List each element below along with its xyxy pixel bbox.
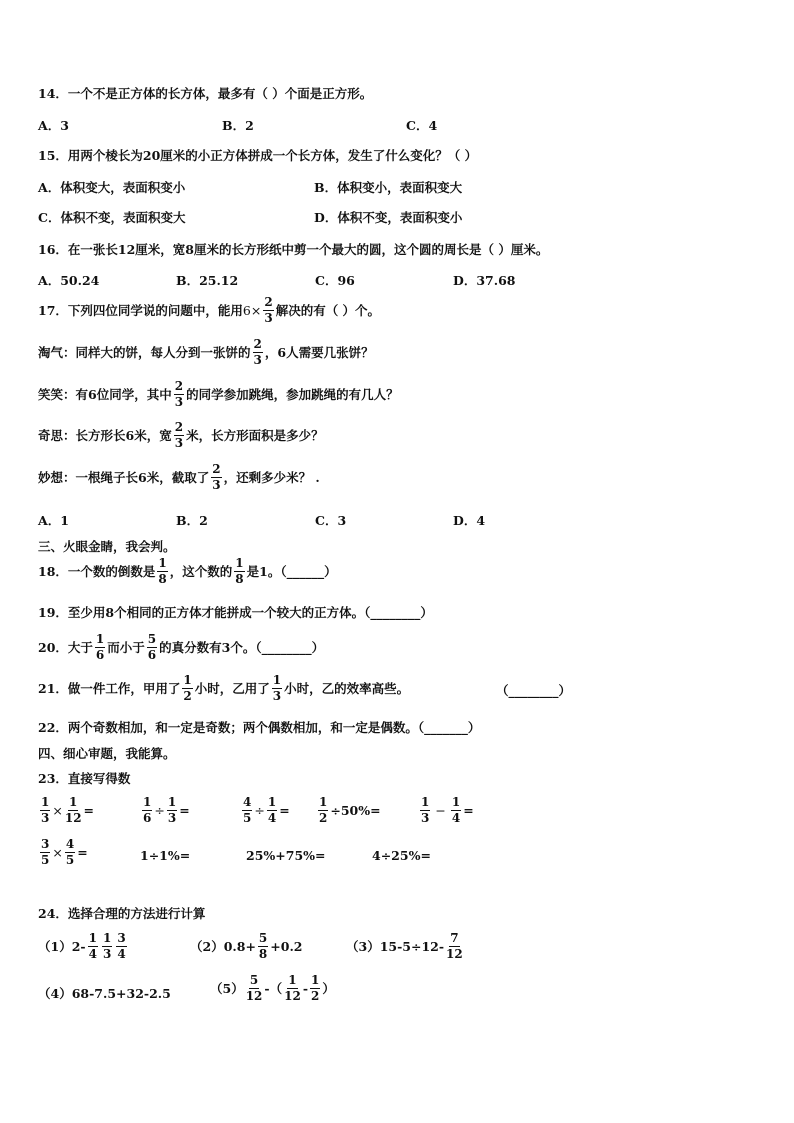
q19-text-with-blank[interactable]: 19．至少用8个相同的正方体才能拼成一个较大的正方体。（________）	[38, 605, 433, 620]
section-3-title-text: 三、火眼金睛，我会判。	[38, 539, 176, 554]
q23-title-text: 23．直接写得数	[38, 771, 131, 786]
q23-expr-1[interactable]: $\frac{1}{3}$ × $\frac{1}{12}$ =	[41, 795, 95, 825]
q23-expr-6[interactable]: $\frac{3}{5}$ × $\frac{4}{5}$ =	[41, 837, 88, 867]
q24-title	[38, 904, 205, 922]
q15-option-c[interactable]: C．体积不变，表面积变大	[38, 210, 186, 225]
q17-s4-part2: ，还剩多少米？ .	[223, 470, 320, 486]
fraction-two-thirds: $\frac{2}{3}$	[174, 379, 184, 409]
fraction-two-thirds: $\frac{2}{3}$	[174, 420, 184, 450]
q17-s1-part1: 淘气：同样大的饼，每人分到一张饼的	[38, 345, 251, 361]
q19	[38, 603, 433, 621]
fraction-two-thirds: $\frac{2}{3}$	[212, 462, 221, 492]
q23-expr-5[interactable]: $\frac{1}{3}$ − $\frac{1}{4}$ =	[421, 795, 474, 825]
q17-stem-part1: 17．下列四位同学说的问题中，能用	[38, 303, 243, 319]
q14-stem-text: 14．一个不是正方体的长方体，最多有（ ）个面是正方形。	[38, 86, 373, 101]
q16-option-a[interactable]: A．50.24	[38, 273, 100, 288]
q17-stem	[38, 296, 380, 324]
q17-s4-part1: 妙想：一根绳子长6米，截取了	[38, 470, 210, 486]
section-4-title-text: 四、细心审题，我能算。	[38, 746, 176, 761]
q16-stem-text: 16．在一张长12厘米，宽8厘米的长方形纸中剪一个最大的圆，这个圆的周长是（ ）厘米。	[38, 242, 549, 257]
fraction-one-eighth: $\frac{1}{8}$	[235, 556, 244, 586]
q18-part1: 18．一个数的倒数是	[38, 564, 156, 580]
q15-stem	[38, 146, 477, 164]
section-4-title	[38, 744, 176, 762]
q14-stem	[38, 84, 372, 102]
q23-expr-3[interactable]: $\frac{4}{5}$ ÷ $\frac{1}{4}$ =	[243, 795, 290, 825]
q14-option-c[interactable]: C．4	[406, 118, 438, 133]
q23-title	[38, 769, 130, 787]
q24-problem-4[interactable]: （4）68-7.5+32-2.5	[38, 986, 171, 1001]
q17-s3-part1: 奇思：长方形长6米，宽	[38, 428, 172, 444]
q17-statement-1	[38, 338, 374, 366]
fraction-two-thirds: $\frac{2}{3}$	[264, 295, 273, 325]
q23-expr-9[interactable]: 4÷25%=	[372, 848, 431, 863]
q23-expr-4[interactable]: $\frac{1}{2}$ ÷50%=	[319, 795, 381, 825]
q20-part1: 20．大于	[38, 640, 93, 656]
q17-s2-part1: 笑笑：有6位同学，其中	[38, 387, 172, 403]
q15-option-b[interactable]: B．体积变小，表面积变大	[314, 180, 463, 195]
q17-stem-part2: 解决的有（ ）个。	[275, 303, 381, 319]
q17-statement-4	[38, 463, 320, 491]
q20-answer-blank[interactable]: 的真分数有3个。（________）	[159, 640, 325, 656]
q14-option-a[interactable]: A．3	[38, 118, 69, 133]
q14-option-b[interactable]: B．2	[222, 118, 254, 133]
q18-part2: ，这个数的	[169, 564, 233, 580]
q24-title-text: 24．选择合理的方法进行计算	[38, 906, 206, 921]
q18	[38, 557, 337, 585]
q15-option-a[interactable]: A．体积变大，表面积变小	[38, 180, 186, 195]
q16-stem	[38, 240, 548, 258]
q16-option-d[interactable]: D．37.68	[453, 273, 516, 288]
q17-s3-part2: 米，长方形面积是多少？	[186, 428, 324, 444]
q24-problem-3[interactable]: （3）15-5÷12- $\frac{7}{12}$	[346, 931, 463, 961]
q21-blank-text[interactable]: （________）	[496, 683, 572, 698]
q18-answer-blank[interactable]: 是1。（______）	[246, 564, 337, 580]
q20	[38, 633, 324, 661]
q17-option-a[interactable]: A．1	[38, 513, 69, 528]
q21	[38, 674, 409, 702]
fraction-two-thirds: $\frac{2}{3}$	[253, 337, 262, 367]
q22-text-with-blank[interactable]: 22．两个奇数相加，和一定是奇数；两个偶数相加，和一定是偶数。（_______）	[38, 720, 481, 735]
fraction-one-half: $\frac{1}{2}$	[183, 673, 192, 703]
fraction-one-third: $\frac{1}{3}$	[272, 673, 282, 703]
fraction-five-sixths: $\frac{5}{6}$	[147, 632, 157, 662]
q17-option-d[interactable]: D．4	[453, 513, 486, 528]
q17-statement-3	[38, 421, 324, 449]
q24-problem-5[interactable]: （5） $\frac{5}{12}$ -（ $\frac{1}{12}$ - $\frac{1}{2}$ ）	[210, 973, 335, 1003]
q17-s2-part2: 的同学参加跳绳，参加跳绳的有几人？	[186, 387, 399, 403]
q16-option-b[interactable]: B．25.12	[176, 273, 239, 288]
section-3-title	[38, 537, 176, 555]
q20-part2: 而小于	[107, 640, 145, 656]
q23-expr-2[interactable]: $\frac{1}{6}$ ÷ $\frac{1}{3}$ =	[143, 795, 190, 825]
q23-expr-7[interactable]: 1÷1%=	[140, 848, 191, 863]
q21-part1: 21．做一件工作，甲用了	[38, 681, 181, 697]
q16-option-c[interactable]: C．96	[315, 273, 355, 288]
q21-part2: 小时，乙用了	[194, 681, 270, 697]
q21-part3: 小时，乙的效率高些。	[284, 681, 410, 697]
q17-option-c[interactable]: C．3	[315, 513, 347, 528]
q24-problem-2[interactable]: （2）0.8+ $\frac{5}{8}$ +0.2	[190, 931, 303, 961]
q17-expr-whole: 6×	[242, 302, 262, 318]
q15-stem-text: 15．用两个棱长为20厘米的小正方体拼成一个长方体，发生了什么变化？（ ）	[38, 148, 478, 163]
q23-expr-8[interactable]: 25%+75%=	[246, 848, 326, 863]
q22	[38, 718, 480, 736]
fraction-one-sixth: $\frac{1}{6}$	[95, 632, 105, 662]
fraction-one-eighth: $\frac{1}{8}$	[158, 556, 167, 586]
q24-problem-1[interactable]: （1）2- $\frac{1}{4}$ $\frac{1}{3}$ $\frac{3}{4}$	[38, 931, 126, 961]
q17-statement-2	[38, 380, 399, 408]
q17-option-b[interactable]: B．2	[176, 513, 208, 528]
q21-answer-blank[interactable]	[496, 681, 571, 699]
q17-s1-part2: ，6人需要几张饼？	[264, 345, 374, 361]
q15-option-d[interactable]: D．体积不变，表面积变小	[314, 210, 463, 225]
